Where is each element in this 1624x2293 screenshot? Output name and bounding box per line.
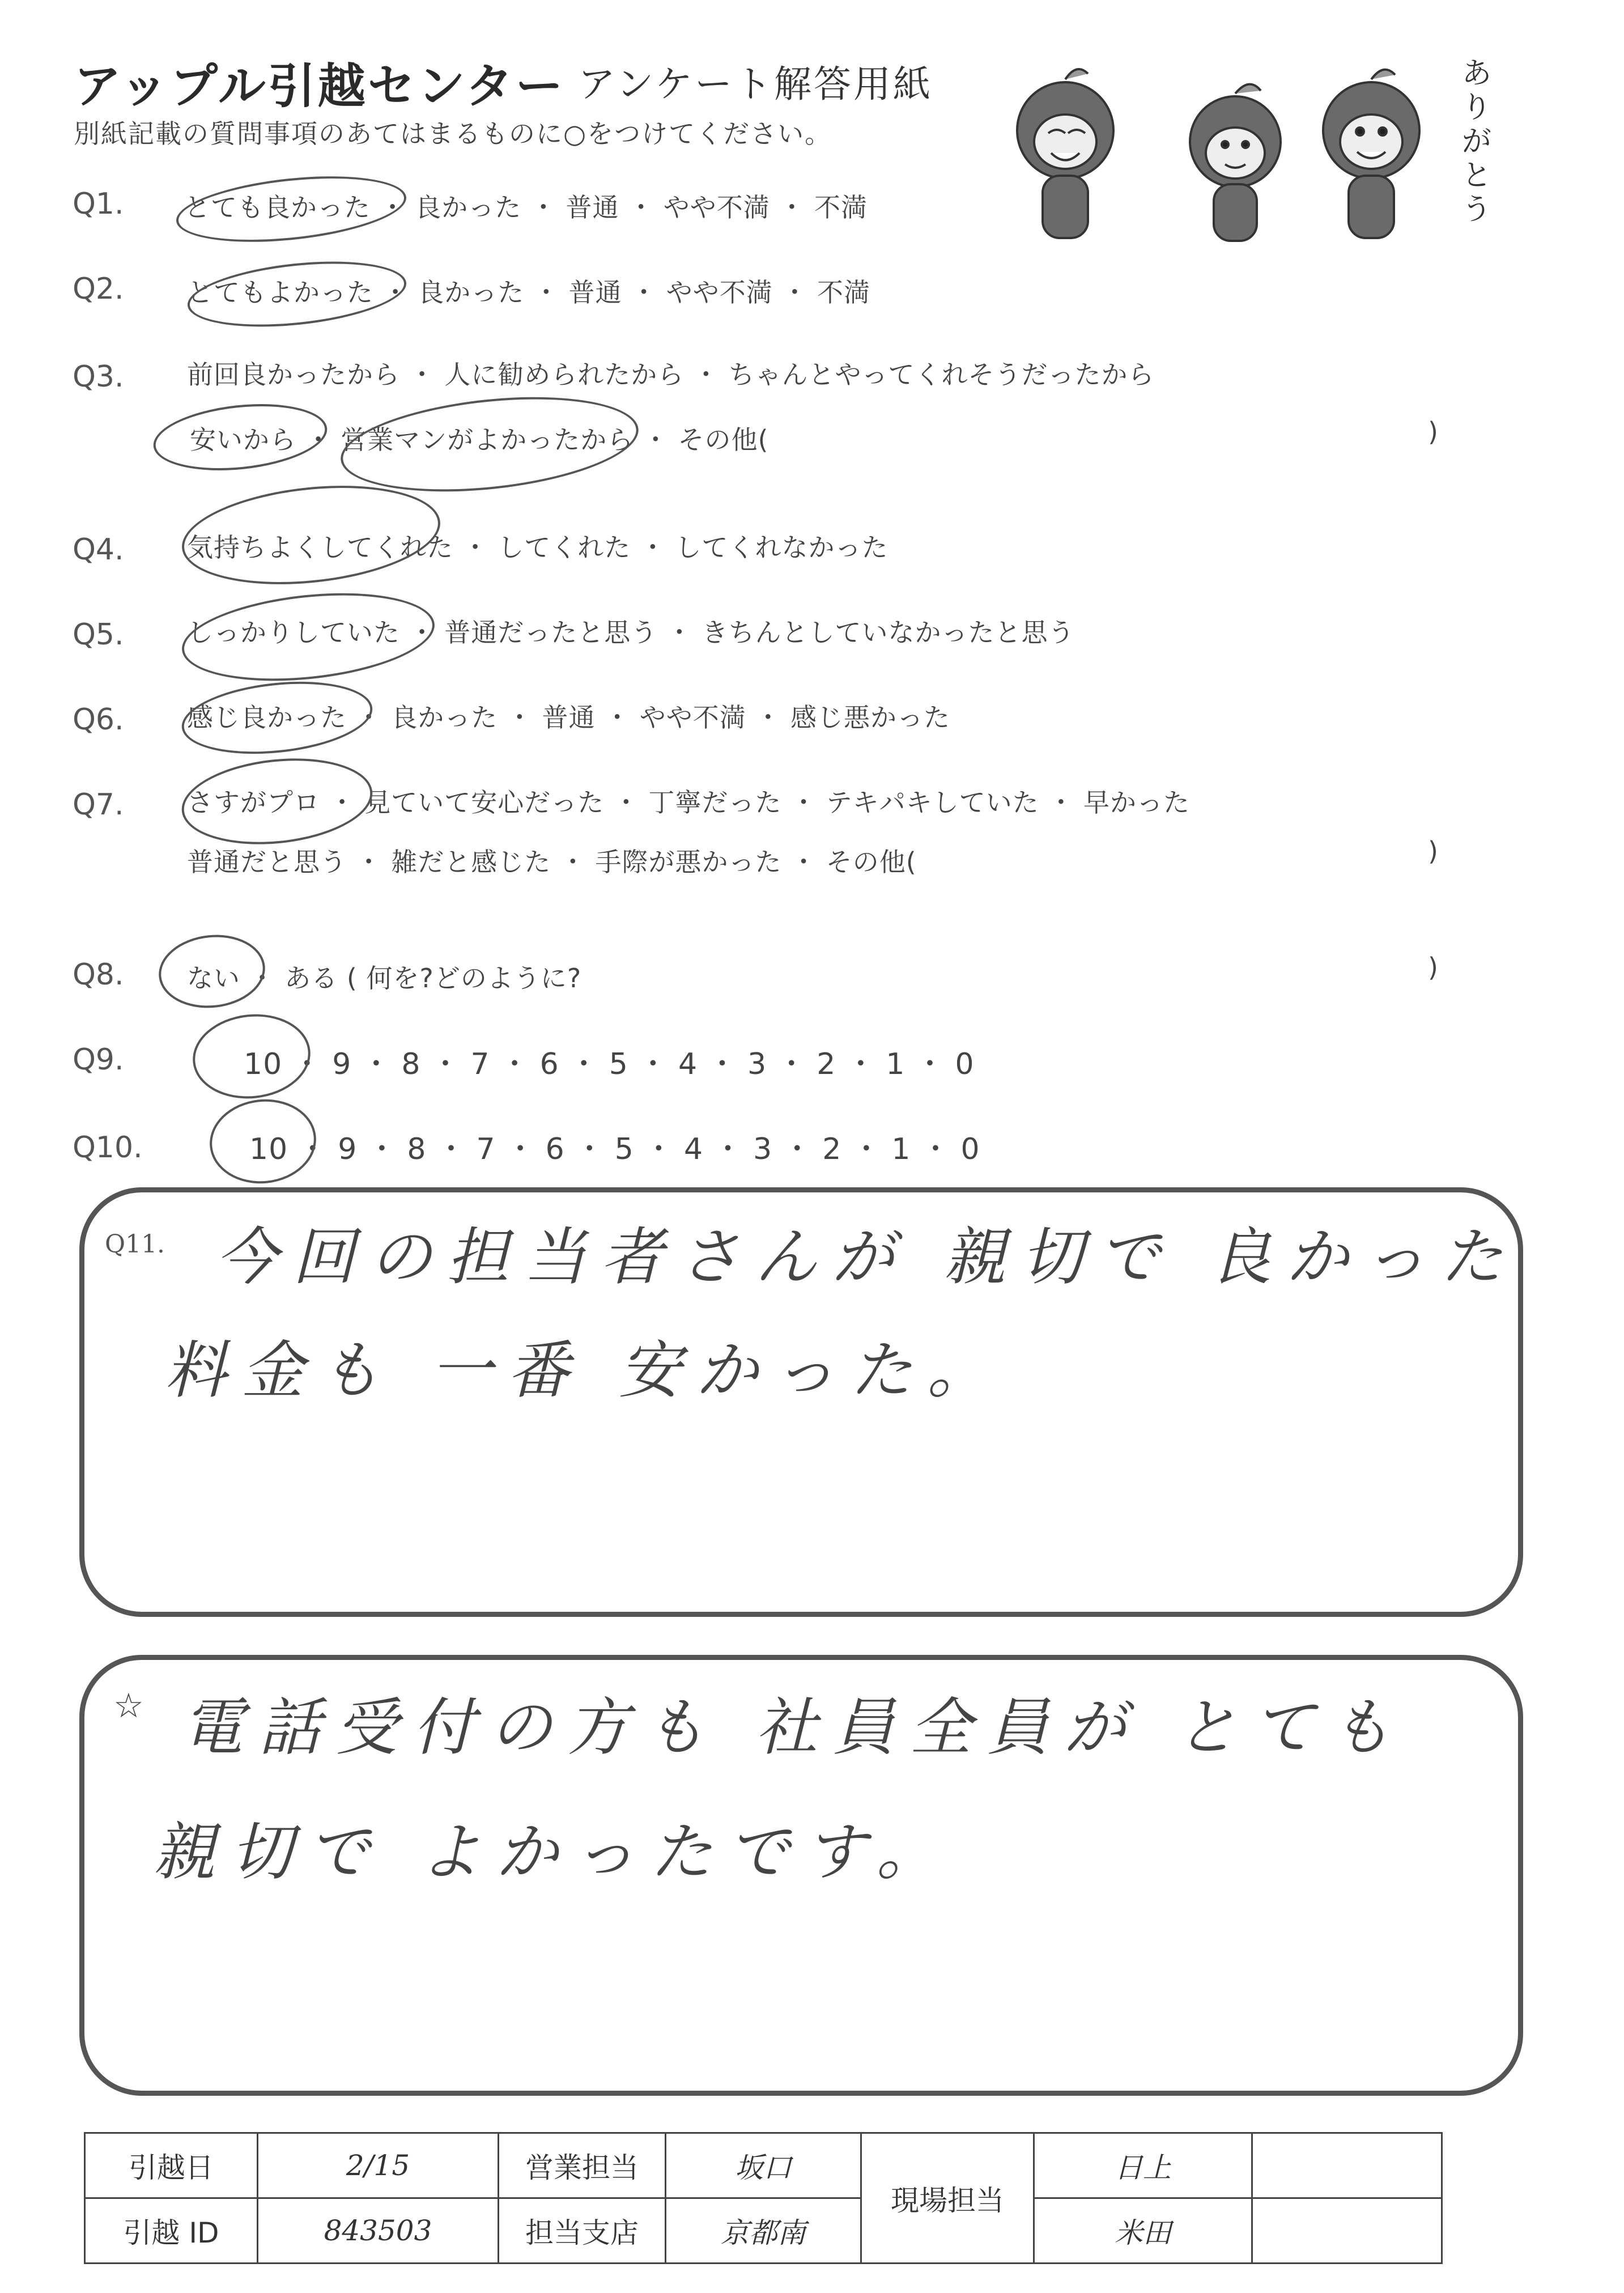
site-value-1[interactable]: 日上 xyxy=(1034,2133,1252,2198)
branch-label: 担当支店 xyxy=(499,2198,666,2264)
site-label: 現場担当 xyxy=(861,2133,1034,2264)
q4-label: Q4. xyxy=(73,533,124,567)
q6-selection-circle xyxy=(178,673,376,763)
q6-label: Q6. xyxy=(73,703,124,737)
footer-info-table xyxy=(84,2132,1443,2264)
star-icon: ☆ xyxy=(113,1686,144,1726)
q3-options-line2[interactable]: 安いから ・ 営業マンがよかったから ・ その他( xyxy=(190,424,769,455)
q3-label: Q3. xyxy=(73,360,124,394)
q7-close-paren: ) xyxy=(1428,836,1438,867)
q3-selection-circle-1 xyxy=(150,396,330,478)
move-date-label: 引越日 xyxy=(85,2133,258,2198)
instruction-text: 別紙記載の質問事項のあてはまるものに○をつけてください。 xyxy=(74,118,832,149)
q7-label: Q7. xyxy=(73,788,124,822)
form-title: アップル引越センター xyxy=(74,58,566,114)
q5-selection-circle xyxy=(177,582,439,692)
q8-label: Q8. xyxy=(73,958,124,992)
branch-value[interactable]: 京都南 xyxy=(666,2198,861,2264)
sales-value[interactable]: 坂口 xyxy=(666,2133,861,2198)
q7-selection-circle xyxy=(177,750,377,853)
q10-scale[interactable]: 10 ・ 9 ・ 8 ・ 7 ・ 6 ・ 5 ・ 4 ・ 3 ・ 2 ・ 1 ・ 0 xyxy=(249,1132,980,1166)
q4-selection-circle xyxy=(177,474,445,596)
q11-handwriting-line1: 今回の担当者さんが 親切で 良かった xyxy=(215,1221,1517,1293)
q8-close-paren: ) xyxy=(1428,952,1438,983)
q5-options[interactable]: しっかりしていた ・ 普通だったと思う ・ きちんとしていなかったと思う xyxy=(187,617,1075,648)
q11-label: Q11. xyxy=(105,1230,165,1259)
q9-label: Q9. xyxy=(73,1043,124,1077)
mascot-text: ありがとう xyxy=(1462,57,1492,227)
q1-selection-circle xyxy=(173,167,409,252)
q6-options[interactable]: 感じ良かった ・ 良かった ・ 普通 ・ やや不満 ・ 感じ悪かった xyxy=(187,702,950,733)
q10-selection-circle xyxy=(206,1094,320,1189)
q1-options[interactable]: とても良かった ・ 良かった ・ 普通 ・ やや不満 ・ 不満 xyxy=(184,192,868,223)
q3-close-paren: ) xyxy=(1428,417,1438,447)
q1-label: Q1. xyxy=(73,187,124,221)
q2-selection-circle xyxy=(184,252,409,336)
q3-options-line1[interactable]: 前回良かったから ・ 人に勧められたから ・ ちゃんとやってくれそうだったから xyxy=(187,359,1155,390)
q9-scale[interactable]: 10 ・ 9 ・ 8 ・ 7 ・ 6 ・ 5 ・ 4 ・ 3 ・ 2 ・ 1 ・ 0 xyxy=(244,1047,975,1081)
move-id-label: 引越 ID xyxy=(85,2198,258,2264)
q5-label: Q5. xyxy=(73,618,124,652)
site-value-2[interactable]: 米田 xyxy=(1034,2198,1252,2264)
q8-options[interactable]: ない ・ ある ( 何を?どのように? xyxy=(187,963,582,993)
q9-selection-circle xyxy=(189,1009,314,1105)
q10-label: Q10. xyxy=(73,1131,143,1165)
extra-handwriting-line2: 親切で よかったです。 xyxy=(153,1816,954,1888)
move-id-value[interactable]: 843503 xyxy=(258,2198,499,2264)
move-date-value[interactable]: 2/15 xyxy=(258,2133,499,2198)
sales-label: 営業担当 xyxy=(499,2133,666,2198)
q2-label: Q2. xyxy=(73,272,124,306)
q4-options[interactable]: 気持ちよくしてくれた ・ してくれた ・ してくれなかった xyxy=(187,532,888,563)
footer-blank-cell-1[interactable] xyxy=(1252,2133,1442,2198)
q11-handwriting-line2: 料金も 一番 安かった。 xyxy=(164,1334,1004,1407)
form-subtitle: アンケート解答用紙 xyxy=(578,62,933,106)
q7-options-line1[interactable]: さすがプロ ・ 見ていて安心だった ・ 丁寧だった ・ テキパキしていた ・ 早かった xyxy=(187,787,1190,818)
footer-blank-cell-2[interactable] xyxy=(1252,2198,1442,2264)
extra-handwriting-line1: 電話受付の方も 社員全員が とても xyxy=(181,1691,1406,1764)
q3-selection-circle-2 xyxy=(336,384,643,504)
q2-options[interactable]: とてもよかった ・ 良かった ・ 普通 ・ やや不満 ・ 不満 xyxy=(187,277,870,308)
q7-options-line2[interactable]: 普通だと思う ・ 雑だと感じた ・ 手際が悪かった ・ その他( xyxy=(187,847,917,877)
monkey-mascots-icon xyxy=(980,45,1513,249)
q8-selection-circle xyxy=(155,930,269,1013)
